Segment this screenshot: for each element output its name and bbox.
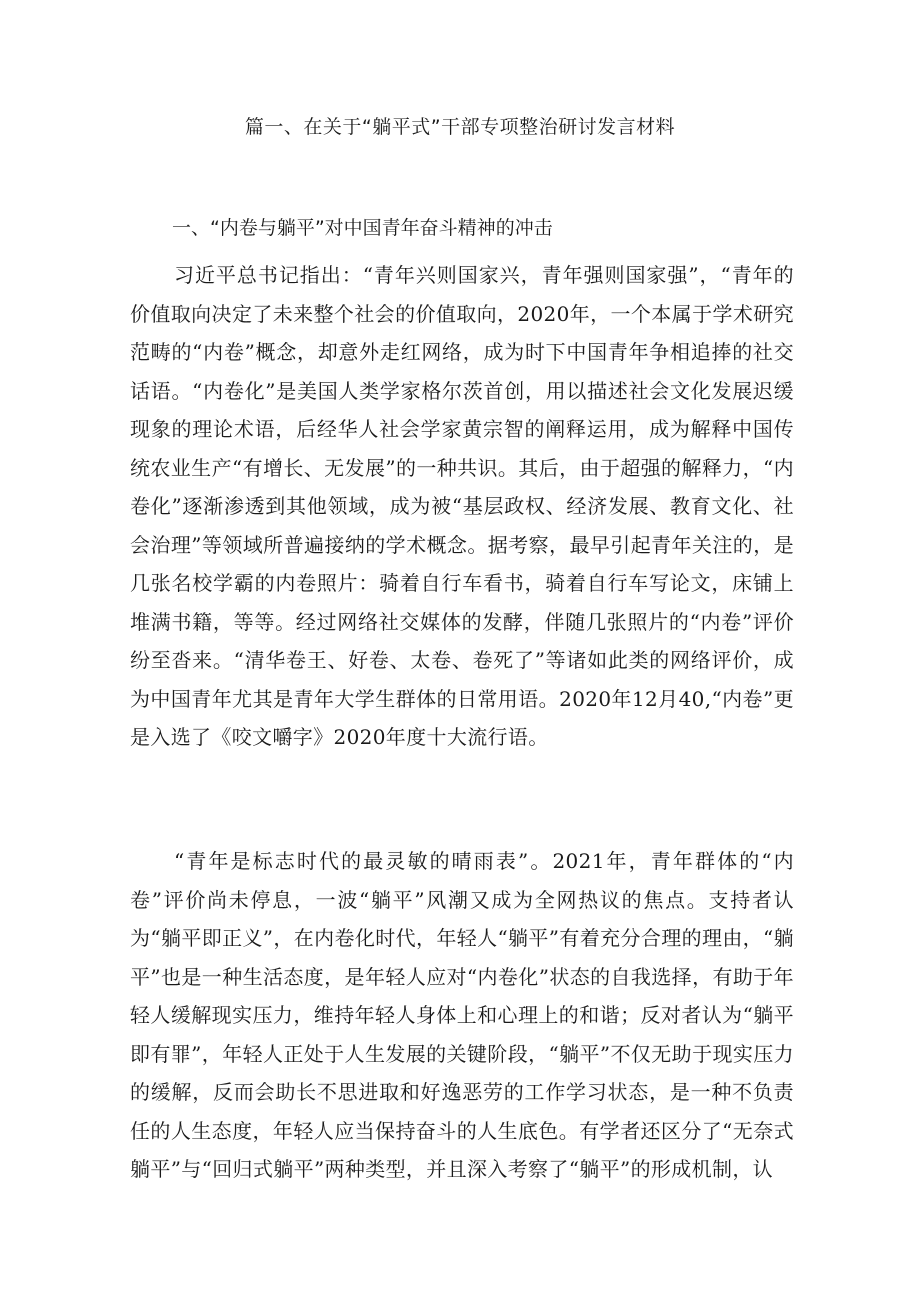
body-paragraph: “青年是标志时代的最灵敏的晴雨表”。2021年，青年群体的“内卷”评价尚未停息，一波“躺平”风潮又成为全网热议的焦点。支持者认为“躺平即正义”，在内卷化时代，年轻人“躺平”有着充分合理的理由，“躺平”也是一种生活态度，是年轻人应对“内卷化”状态的自我选择，有助于年轻人缓解现实压力，维持年轻人身体上和心理上的和谐；反对者认为“躺平即有罪”，年轻人正处于人生发展的关键阶段，“躺平”不仅无助于现实压力的缓解，反而会助长不思进取和好逸恶劳的工作学习状态，是一种不负责任的人生态度，年轻人应当保持奋斗的人生底色。有学者还区分了“无奈式躺平”与“回归式躺平”两种类型，并且深入考察了“躺平”的形成机制，认 (130, 849, 794, 1181)
body-paragraph: 习近平总书记指出：“青年兴则国家兴，青年强则国家强”，“青年的价值取向决定了未来整个社会的价值取向，2020年，一个本属于学术研究范畴的“内卷”概念，却意外走红网络，成为时下中国青年争相追捧的社交话语。“内卷化”是美国人类学家格尔茨首创，用以描述社会文化发展迟缓现象的理论术语，后经华人社会学家黄宗智的阐释运用，成为解释中国传统农业生产“有增长、无发展”的一种共识。其后，由于超强的解释力，“内卷化”逐渐渗透到其他领域，成为被“基层政权、经济发展、教育文化、社会治理”等领域所普遍接纳的学术概念。据考察，最早引起青年关注的，是几张名校学霸的内卷照片：骑着自行车看书，骑着自行车写论文，床铺上堆满书籍，等等。经过网络社交媒体的发酵，伴随几张照片的“内卷”评价纷至沓来。“清华卷王、好卷、太卷、卷死了”等诸如此类的网络评价，成为中国青年尤其是青年大学生群体的日常用语。2020年12月40,“内卷”更是入选了《咬文嚼字》2020年度十大流行语。 (130, 263, 794, 749)
section-heading: 一、“内卷与躺平”对中国青年奋斗精神的冲击 (172, 217, 553, 239)
document-title: 篇一、在关于“躺平式”干部专项整治研讨发言材料 (244, 116, 676, 138)
